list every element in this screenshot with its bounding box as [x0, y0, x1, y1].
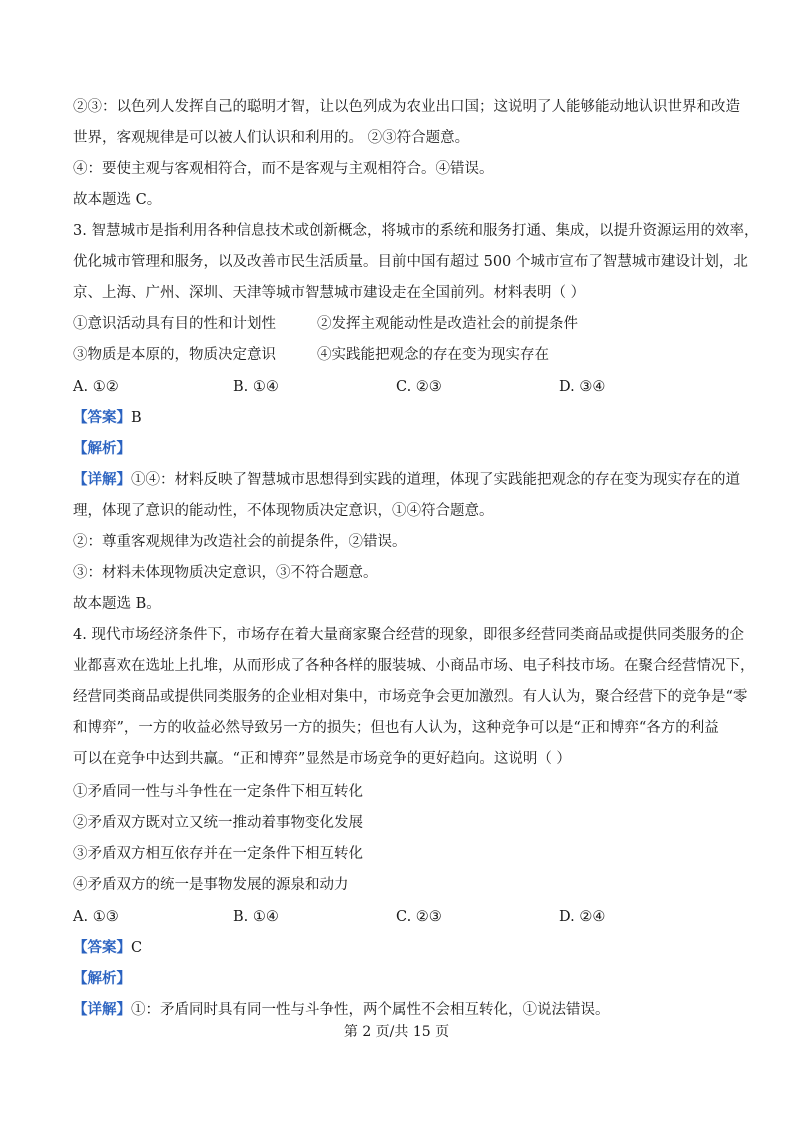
- answer-tag: 【答案】: [73, 409, 131, 426]
- q4-statement: ③矛盾双方相互依存并在一定条件下相互转化: [73, 846, 363, 862]
- analysis-tag: 【解析】: [73, 440, 131, 457]
- q3-choice-d: D. ③④: [559, 379, 606, 395]
- q2-text-line: 世界，客观规律是可以被人们认识和利用的。 ②③符合题意。: [73, 130, 470, 146]
- q4-detail-line: [73, 1000, 733, 1020]
- detail-tag: 【详解】: [73, 1001, 131, 1018]
- detail-tag: 【详解】: [73, 471, 131, 488]
- answer-value: C: [131, 940, 143, 956]
- q4-choice-d: D. ②④: [559, 909, 606, 925]
- q3-choice-a: A. ①②: [73, 379, 119, 395]
- q4-stem-line: 和博弈”，一方的收益必然导致另一方的损失；但也有人认为，这种竞争可以是“正和博弈“各方的利益: [73, 720, 719, 736]
- q3-stem-line: 优化城市管理和服务，以及改善市民生活质量。目前中国有超过 500 个城市宣布了智慧城市建设计划，北: [73, 254, 748, 270]
- q3-choice-c: C. ②③: [396, 379, 442, 395]
- q3-statement: ④实践能把观念的存在变为现实存在: [317, 347, 549, 363]
- detail-text: ①④：材料反映了智慧城市思想得到实践的道理，体现了实践能把观念的存在变为现实存在的道: [131, 472, 740, 488]
- q3-stem-line: 3. 智慧城市是指利用各种信息技术或创新概念，将城市的系统和服务打通、集成，以提升资源运用的效率，: [73, 223, 759, 239]
- q4-stem-line: 4. 现代市场经济条件下，市场存在着大量商家聚合经营的现象，即很多经营同类商品或提供同类服务的企: [73, 627, 744, 643]
- q3-statement: ②发挥主观能动性是改造社会的前提条件: [317, 316, 578, 332]
- q4-analysis-heading: [73, 969, 733, 989]
- q3-detail-line: 理，体现了意识的能动性，不体现物质决定意识，①④符合题意。: [73, 503, 494, 519]
- q3-analysis-heading: [73, 439, 733, 459]
- detail-text: ①：矛盾同时具有同一性与斗争性，两个属性不会相互转化，①说法错误。: [131, 1002, 610, 1018]
- q2-text-line: ②③：以色列人发挥自己的聪明才智，让以色列成为农业出口国；这说明了人能够能动地认识世界和改造: [73, 99, 740, 115]
- q4-choice-c: C. ②③: [396, 909, 442, 925]
- q3-detail-line: ②：尊重客观规律为改造社会的前提条件，②错误。: [73, 534, 407, 550]
- answer-value: B: [131, 410, 142, 426]
- answer-tag: 【答案】: [73, 939, 131, 956]
- q4-stem-line: 可以在竞争中达到共赢。“正和博弈”显然是市场竞争的更好趋向。这说明（ ）: [73, 751, 571, 767]
- q3-statement: ③物质是本原的，物质决定意识: [73, 347, 276, 363]
- q4-stem-line: 经营同类商品或提供同类服务的企业相对集中，市场竞争会更加激烈。有人认为，聚合经营下的竞争是“零: [73, 689, 748, 705]
- q4-statement: ①矛盾同一性与斗争性在一定条件下相互转化: [73, 784, 363, 800]
- q4-choice-b: B. ①④: [233, 909, 279, 925]
- q3-choice-b: B. ①④: [233, 379, 279, 395]
- q4-statement: ④矛盾双方的统一是事物发展的源泉和动力: [73, 877, 349, 893]
- q4-answer: [73, 938, 733, 958]
- q3-detail-line: ③：材料未体现物质决定意识，③不符合题意。: [73, 565, 378, 581]
- q2-text-line: ④：要使主观与客观相符合，而不是客观与主观相符合。④错误。: [73, 161, 494, 177]
- q4-choice-a: A. ①③: [73, 909, 119, 925]
- q4-statement: ②矛盾双方既对立又统一推动着事物变化发展: [73, 815, 363, 831]
- q4-stem-line: 业都喜欢在选址上扎堆，从而形成了各种各样的服装城、小商品市场、电子科技市场。在聚合经营情况下，: [73, 658, 755, 674]
- q3-answer: [73, 408, 733, 428]
- q2-conclusion: 故本题选 C。: [73, 192, 162, 208]
- q3-conclusion: 故本题选 B。: [73, 596, 161, 612]
- analysis-tag: 【解析】: [73, 970, 131, 987]
- q3-statement: ①意识活动具有目的性和计划性: [73, 316, 276, 332]
- q3-detail-line: [73, 470, 740, 490]
- q3-stem-line: 京、上海、广州、深圳、天津等城市智慧城市建设走在全国前列。材料表明（ ）: [73, 285, 586, 301]
- page-footer: 第 2 页/共 15 页: [343, 1024, 450, 1040]
